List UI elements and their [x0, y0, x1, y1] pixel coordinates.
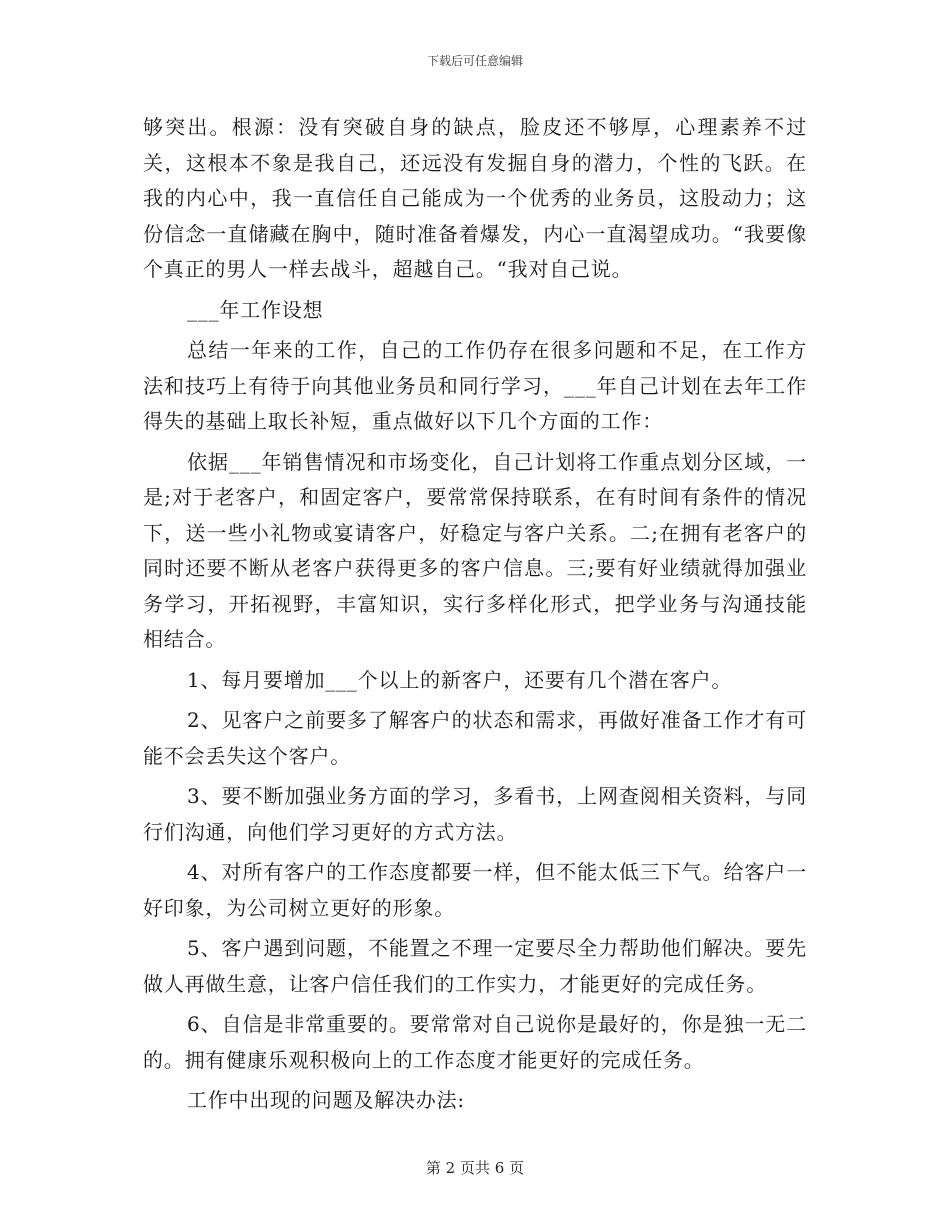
list-item-6: 6、自信是非常重要的。要常常对自己说你是最好的，你是独一无二的。拥有健康乐观积极向上的工作态度才能更好的完成任务。 [143, 1012, 807, 1072]
list-item-1: 1、每月要增加___个以上的新客户，还要有几个潜在客户。 [187, 667, 733, 692]
paragraph-regional-plan: 依据___年销售情况和市场变化，自己计划将工作重点划分区域，一是;对于老客户，和固定客户，要常常保持联系，在有时间有条件的情况下，送一些小礼物或宴请客户，好稳定与客户关系。二;在拥有老客户的同时还要不断从老客户获得更多的客户信息。三;要有好业绩就得加强业务学习，开拓视野，丰富知识，实行多样化形式，把学业务与沟通技能相结合。 [143, 449, 807, 651]
list-item-5: 5、客户遇到问题，不能置之不理一定要尽全力帮助他们解决。要先做人再做生意，让客户信任我们的工作实力，才能更好的完成任务。 [143, 936, 807, 996]
paragraph-continuation: 够突出。根源：没有突破自身的缺点，脸皮还不够厚，心理素养不过关，这根本不象是我自己，还远没有发掘自身的潜力，个性的飞跃。在我的内心中，我一直信任自己能成为一个优秀的业务员，这股动力；这份信念一直储藏在胸中，随时准备着爆发，内心一直渴望成功。“我要像个真正的男人一样去战斗，超越自己。“我对自己说。 [143, 115, 807, 281]
page-header: 下载后可任意编辑 [426, 54, 523, 68]
section-heading-work-plan: ___年工作设想 [187, 297, 324, 322]
page-footer-page-number: 第 2 页共 6 页 [425, 1159, 525, 1177]
list-item-3: 3、要不断加强业务方面的学习，多看书，上网查阅相关资料，与同行们沟通，向他们学习更好的方式方法。 [143, 784, 807, 844]
list-item-4: 4、对所有客户的工作态度都要一样，但不能太低三下气。给客户一好印象，为公司树立更好的形象。 [143, 860, 807, 920]
paragraph-summary: 总结一年来的工作，自己的工作仍存在很多问题和不足，在工作方法和技巧上有待于向其他业务员和同行学习，___年自己计划在去年工作得失的基础上取长补短，重点做好以下几个方面的工作： [143, 338, 807, 433]
list-item-2: 2、见客户之前要多了解客户的状态和需求，再做好准备工作才有可能不会丢失这个客户。 [143, 708, 807, 768]
section-heading-problems: 工作中出现的问题及解决办法: [187, 1088, 465, 1112]
document-body [143, 110, 807, 1124]
